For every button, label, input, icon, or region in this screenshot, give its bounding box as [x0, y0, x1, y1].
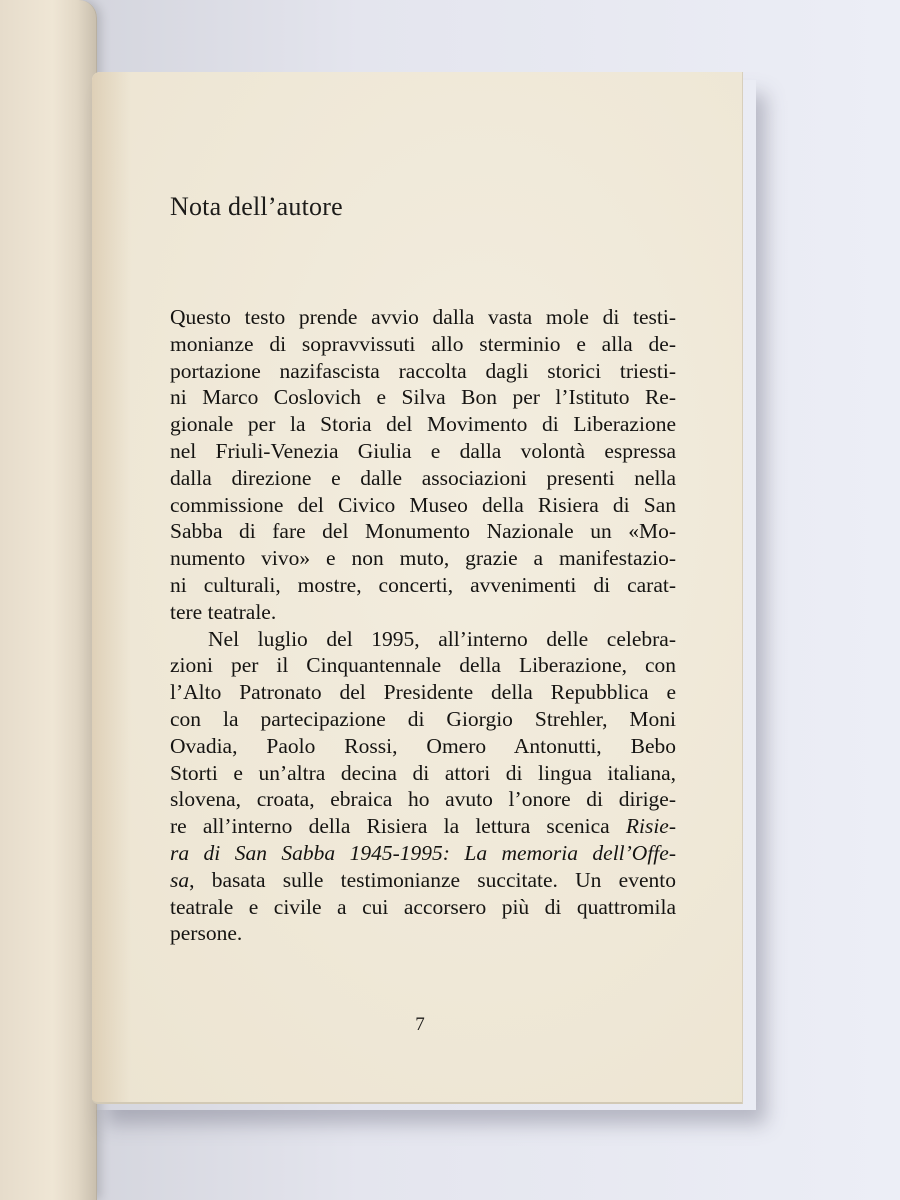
text-line: slovena, croata, ebraica ho avuto l’onore di dirige- [170, 787, 676, 812]
text-line: ni culturali, mostre, concerti, avvenimenti di carat- [170, 572, 676, 597]
text-line [170, 840, 676, 867]
text-line: Nel luglio del 1995, all’interno delle celebra- [208, 626, 676, 651]
text-line: Ovadia, Paolo Rossi, Omero Antonutti, Bebo [170, 733, 676, 758]
text-fragment: , basata sulle testimonianze succitate. Un evento [189, 867, 676, 892]
text-line: persone. [170, 921, 243, 946]
text-line [170, 813, 676, 840]
text-line [170, 867, 676, 894]
text-line: monianze di sopravvissuti allo sterminio e alla de- [170, 331, 676, 356]
text-line: ni Marco Coslovich e Silva Bon per l’Istituto Re- [170, 385, 676, 410]
text-line: numento vivo» e non muto, grazie a manifestazio- [170, 546, 676, 571]
italic-title-fragment: sa [170, 867, 190, 892]
text-line: tere teatrale. [170, 599, 277, 624]
left-page-edge [0, 0, 97, 1200]
italic-title-fragment: ra di San Sabba 1945-1995: La memoria dell’Offe- [170, 840, 676, 865]
text-line: commissione del Civico Museo della Risiera di San [170, 492, 676, 517]
text-fragment: re all’interno della Risiera la lettura scenica [170, 814, 610, 839]
text-line: dalla direzione e dalle associazioni presenti nella [170, 465, 676, 490]
text-line: teatrale e civile a cui accorsero più di quattromila [170, 894, 676, 919]
text-line: Sabba di fare del Monumento Nazionale un «Mo- [170, 519, 676, 544]
text-line: portazione nazifascista raccolta dagli storici triesti- [170, 358, 676, 383]
text-line: gionale per la Storia del Movimento di Liberazione [170, 412, 676, 437]
text-line: l’Alto Patronato del Presidente della Repubblica e [170, 680, 676, 705]
text-line: Questo testo prende avvio dalla vasta mole di testi- [170, 305, 676, 329]
page-title: Nota dell’autore [170, 192, 343, 221]
text-line: con la partecipazione di Giorgio Strehler, Moni [170, 706, 676, 731]
text-line: nel Friuli-Venezia Giulia e dalla volontà espressa [170, 438, 676, 463]
text-line: Storti e un’altra decina di attori di lingua italiana, [170, 760, 676, 785]
text-line: zioni per il Cinquantennale della Liberazione, con [170, 653, 676, 678]
italic-title-fragment: Risie- [625, 814, 677, 839]
page-number: 7 [415, 1014, 425, 1035]
body-text [170, 304, 676, 947]
